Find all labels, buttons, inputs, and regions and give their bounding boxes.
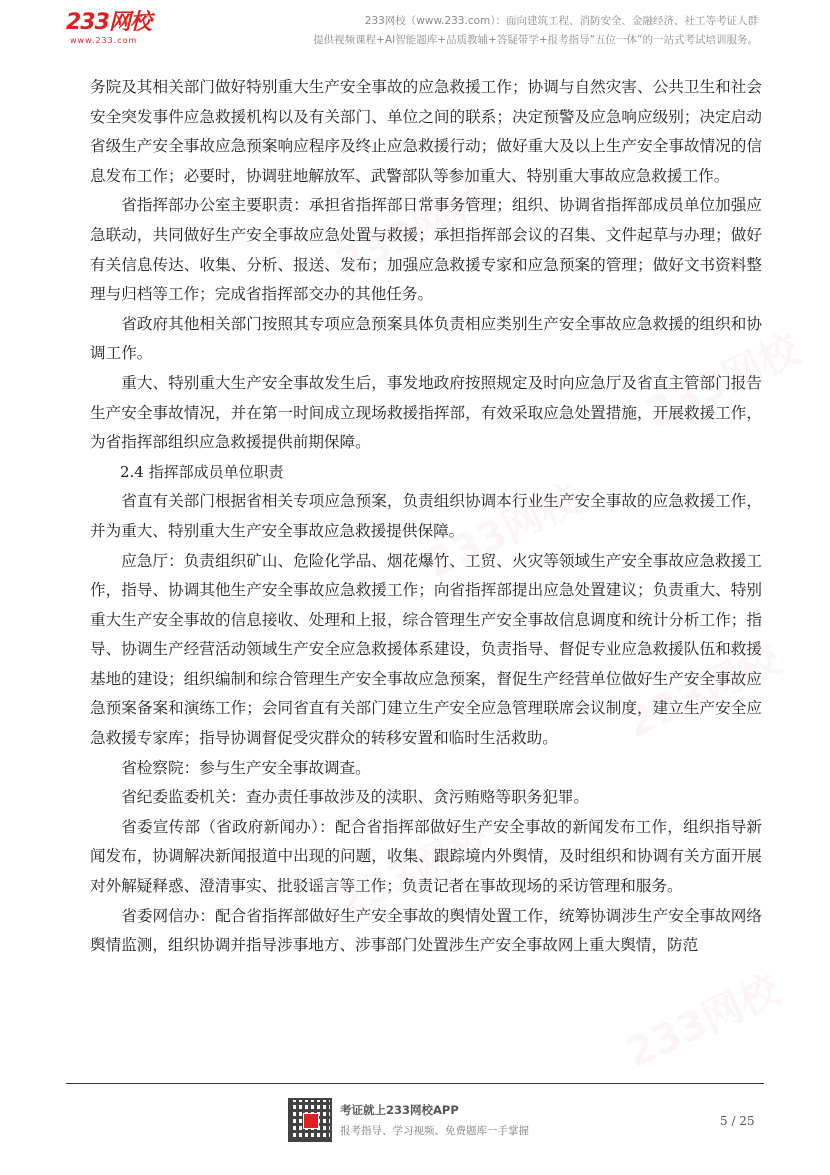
watermark: 233网校 (329, 176, 498, 288)
watermark: 233网校 (619, 966, 788, 1078)
paragraph: 省委宣传部（省政府新闻办）：配合省指挥部做好生产安全事故的新闻发布工作，组织指导新闻发布，协调解决新闻报道中出现的问题，收集、跟踪境内外舆情，及时组织和协调有关方面开展对外解疑释惑、澄清事实、批驳谣言等工作；负责记者在事故现场的采访管理和服务。 (90, 817, 762, 896)
header-info-line2: 提供视频课程+AI智能题库+品质教辅+答疑带学+报考指导“五位一体”的一站式考试培训服务。 (313, 34, 758, 46)
watermark: 233网校 (619, 636, 788, 748)
document-body (90, 73, 762, 961)
page-footer (0, 1092, 830, 1152)
site-logo[interactable] (66, 10, 151, 46)
watermark: 233网校 (329, 816, 498, 928)
app-promo-title: 考证就上233网校APP (340, 1103, 459, 1117)
app-promo-subtitle: 报考指导、学习视频、免费题库一手掌握 (340, 1125, 529, 1137)
footer-divider (66, 1083, 764, 1084)
section-heading: 2.4 指挥部成员单位职责 (120, 462, 284, 481)
app-badge-icon (303, 1113, 319, 1129)
header-info-line1: 233网校（www.233.com）：面向建筑工程、消防安全、金融经济、社工等考证人群 (364, 15, 758, 27)
paragraph: 省指挥部办公室主要职责：承担省指挥部日常事务管理；组织、协调省指挥部成员单位加强应急联动，共同做好生产安全事故应急处置与救援；承担指挥部会议的召集、文件起草与办理；做好有关信息传达、收集、分析、报送、发布；加强应急救援专家和应急预案的管理；做好文书资料整理与归档等工作；完成省指挥部交办的其他任务。 (90, 196, 762, 304)
paragraph: 省纪委监委机关：查办责任事故涉及的渎职、贪污贿赂等职务犯罪。 (121, 788, 590, 807)
paragraph: 务院及其相关部门做好特别重大生产安全事故的应急救援工作；协调与自然灾害、公共卫生和社会安全突发事件应急救援机构以及有关部门、单位之间的联系；决定预警及应急响应级别；决定启动省级生产安全事故应急预案响应程序及终止应急救援行动；做好重大及以上生产安全事故情况的信息发布工作；必要时，协调驻地解放军、武警部队等参加重大、特别重大事故应急救援工作。 (90, 78, 762, 185)
logo-text: 233网校 (66, 10, 151, 35)
paragraph: 省直有关部门根据省相关专项应急预案，负责组织协调本行业生产安全事故的应急救援工作，并为重大、特别重大生产安全事故应急救援提供保障。 (90, 492, 762, 540)
paragraph: 省政府其他相关部门按照其专项应急预案具体负责相应类别生产安全事故应急救援的组织和协调工作。 (90, 314, 762, 363)
watermark: 233网校 (419, 476, 588, 588)
paragraph: 省检察院：参与生产安全事故调查。 (121, 758, 371, 777)
logo-url: www.233.com (70, 36, 138, 45)
page-header (0, 0, 830, 60)
header-info (238, 12, 758, 50)
watermark: 233网校 (639, 326, 808, 438)
paragraph: 应急厅：负责组织矿山、危险化学品、烟花爆竹、工贸、火灾等领域生产安全事故应急救援工作，指导、协调其他生产安全事故应急救援工作；向省指挥部提出应急处置建议；负责重大、特别重大生产安全事故的信息接收、处理和上报，综合管理生产安全事故信息调度和统计分析工作；指导、协调生产经营活动领域生产安全应急救援体系建设，负责指导、督促专业应急救援队伍和救援基地的建设；组织编制和综合管理生产安全事故应急预案，督促生产经营单位做好生产安全事故应急预案备案和演练工作；会同省直有关部门建立生产安全应急管理联席会议制度，建立生产安全应急救援专家库；指导协调督促受灾群众的转移安置和临时生活救助。 (90, 551, 762, 748)
paragraph: 重大、特别重大生产安全事故发生后，事发地政府按照规定及时向应急厅及省直主管部门报告生产安全事故情况，并在第一时间成立现场救援指挥部，有效采取应急处置措施，开展救援工作，为省指挥部组织应急救援提供前期保障。 (90, 373, 762, 452)
page-number: 5 / 25 (720, 1114, 755, 1128)
paragraph: 省委网信办：配合省指挥部做好生产安全事故的舆情处置工作，统筹协调涉生产安全事故网络舆情监测，组织协调并指导涉事地方、涉事部门处置涉生产安全事故网上重大舆情，防范 (90, 906, 762, 955)
